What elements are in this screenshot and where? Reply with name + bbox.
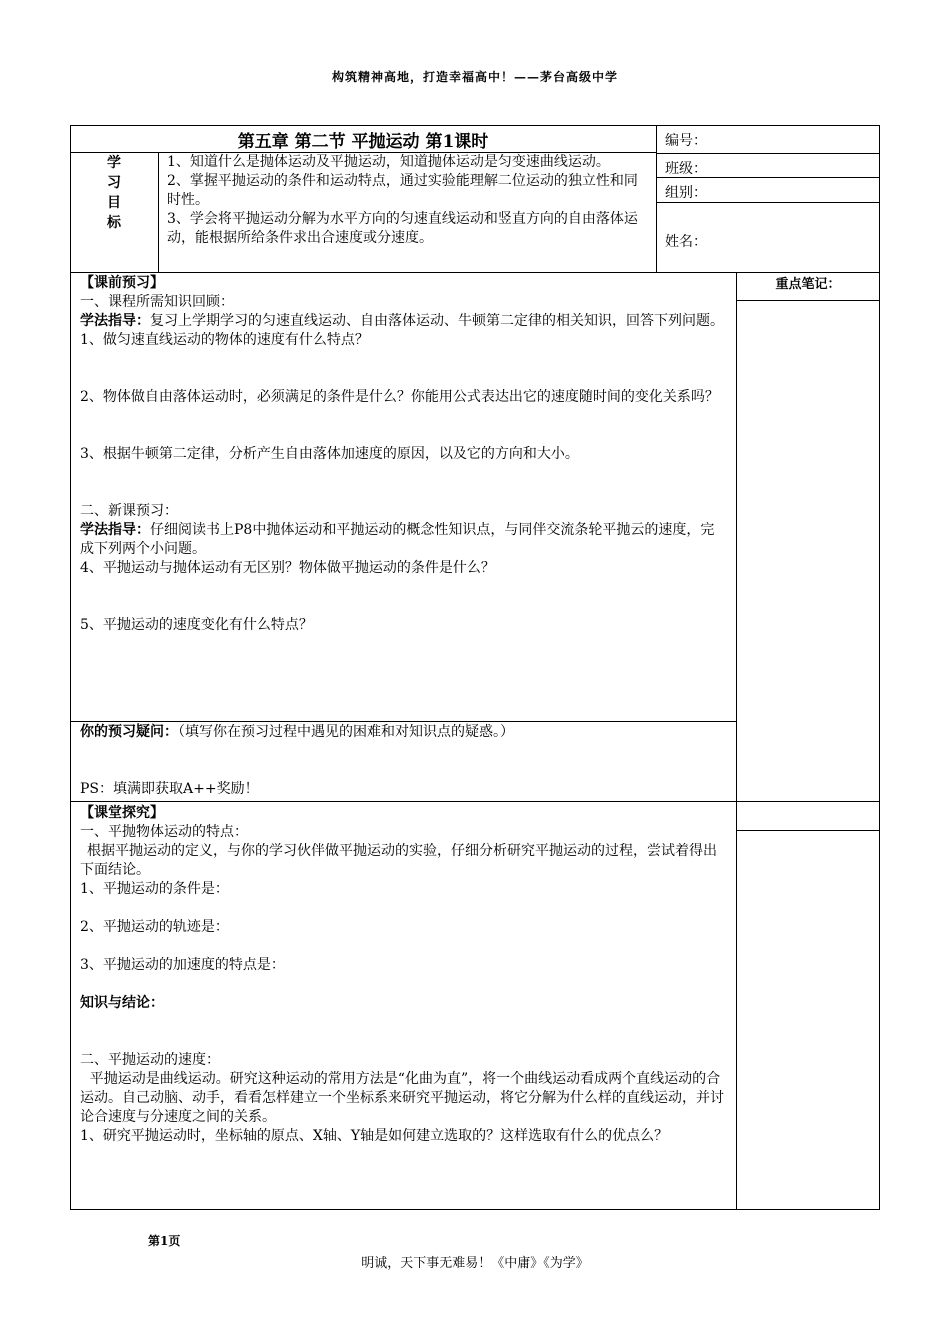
- explore-q1: 1、平抛运动的条件是：: [80, 881, 229, 897]
- explore-section: [80, 804, 728, 1146]
- explore-part1-title: 一、平抛物体运动的特点：: [80, 824, 248, 840]
- preview-q5: 5、平抛运动的速度变化有什么特点？: [80, 617, 313, 633]
- preview-part1-title: 一、课程所需知识回顾：: [80, 294, 234, 310]
- doubts-ps: PS：填满即获取A++奖励！: [80, 781, 259, 797]
- divider-explore: [70, 801, 880, 802]
- explore-q3: 3、平抛运动的加速度的特点是：: [80, 957, 285, 973]
- divider-doubts: [70, 721, 736, 722]
- divider-field-3: [656, 202, 880, 203]
- explore-part2-intro: 平抛运动是曲线运动。研究这种运动的常用方法是“化曲为直”，将一个曲线运动看成两个直线运动的合运动。自己动脑、动手，看看怎样建立一个坐标系来研究平抛运动，将它分解为什么样的直线运动，并讨论合速度与分速度之间的关系。: [80, 1071, 724, 1125]
- divider-notes-column: [736, 272, 737, 1210]
- explore-q2: 2、平抛运动的轨迹是：: [80, 919, 229, 935]
- preview-method2: 学法指导：仔细阅读书上P8中抛体运动和平抛运动的概念性知识点，与同伴交流条轮平抛云的速度，完成下列两个小问题。: [80, 522, 715, 557]
- divider-fields: [656, 125, 657, 272]
- preview-q1: 1、做匀速直线运动的物体的速度有什么特点？: [80, 332, 369, 348]
- explore-q4: 1、研究平抛运动时，坐标轴的原点、X轴、Y轴是如何建立选取的？这样选取有什么的优点么？: [80, 1128, 669, 1144]
- field-number: 编号：: [665, 133, 707, 149]
- preview-heading: 【课前预习】: [80, 275, 164, 291]
- page-number: 第1页: [148, 1234, 181, 1248]
- goal-item: 2、掌握平抛运动的条件和运动特点，通过实验能理解二位运动的独立性和同时性。: [167, 173, 638, 208]
- header-motto: 构筑精神高地，打造幸福高中！——茅台高级中学: [331, 70, 618, 84]
- divider-notes-head: [736, 300, 880, 301]
- explore-conclusion: 知识与结论：: [80, 995, 164, 1011]
- goal-item: 1、知道什么是抛体运动及平抛运动，知道抛体运动是匀变速曲线运动。: [167, 154, 610, 170]
- preview-q3: 3、根据牛顿第二定律，分析产生自由落体加速度的原因，以及它的方向和大小。: [80, 446, 579, 462]
- doubts-section: [80, 723, 728, 799]
- divider-field-1: [656, 153, 880, 154]
- goal-item: 3、学会将平抛运动分解为水平方向的匀速直线运动和竖直方向的自由落体运动，能根据所给条件求出合速度或分速度。: [167, 211, 638, 246]
- explore-part1-intro: 根据平抛运动的定义，与你的学习伙伴做平抛运动的实验，仔细分析研究平抛运动的过程，尝试着得出下面结论。: [80, 843, 717, 878]
- divider-notes-explore: [736, 830, 880, 831]
- field-class: 班级：: [665, 161, 707, 177]
- explore-heading: 【课堂探究】: [80, 805, 164, 821]
- field-group: 组别：: [665, 185, 707, 201]
- field-name: 姓名：: [665, 234, 707, 250]
- divider-goal-label: [158, 152, 159, 272]
- preview-q2: 2、物体做自由落体运动时，必须满足的条件是什么？你能用公式表达出它的速度随时间的变化关系吗？: [80, 389, 719, 405]
- footer-quote: 明诚，天下事无难易！《中庸》《为学》: [361, 1256, 589, 1271]
- preview-method1: 学法指导：复习上学期学习的匀速直线运动、自由落体运动、牛顿第二定律的相关知识，回答下列问题。: [80, 313, 724, 329]
- goals-list: [167, 153, 649, 248]
- lesson-title: 第五章 第二节 平抛运动 第1课时: [237, 132, 489, 152]
- preview-q4: 4、平抛运动与抛体运动有无区别？物体做平抛运动的条件是什么？: [80, 560, 495, 576]
- explore-part2-title: 二、平抛运动的速度：: [80, 1052, 220, 1068]
- preview-part2-title: 二、新课预习：: [80, 503, 178, 519]
- goals-label: 学 习 目 标: [107, 155, 121, 231]
- preview-section: [80, 274, 728, 635]
- doubts-line: 你的预习疑问：（填写你在预习过程中遇见的困难和对知识点的疑惑。）: [80, 724, 514, 740]
- notes-heading: 重点笔记：: [775, 277, 841, 292]
- worksheet-table: [70, 125, 880, 1210]
